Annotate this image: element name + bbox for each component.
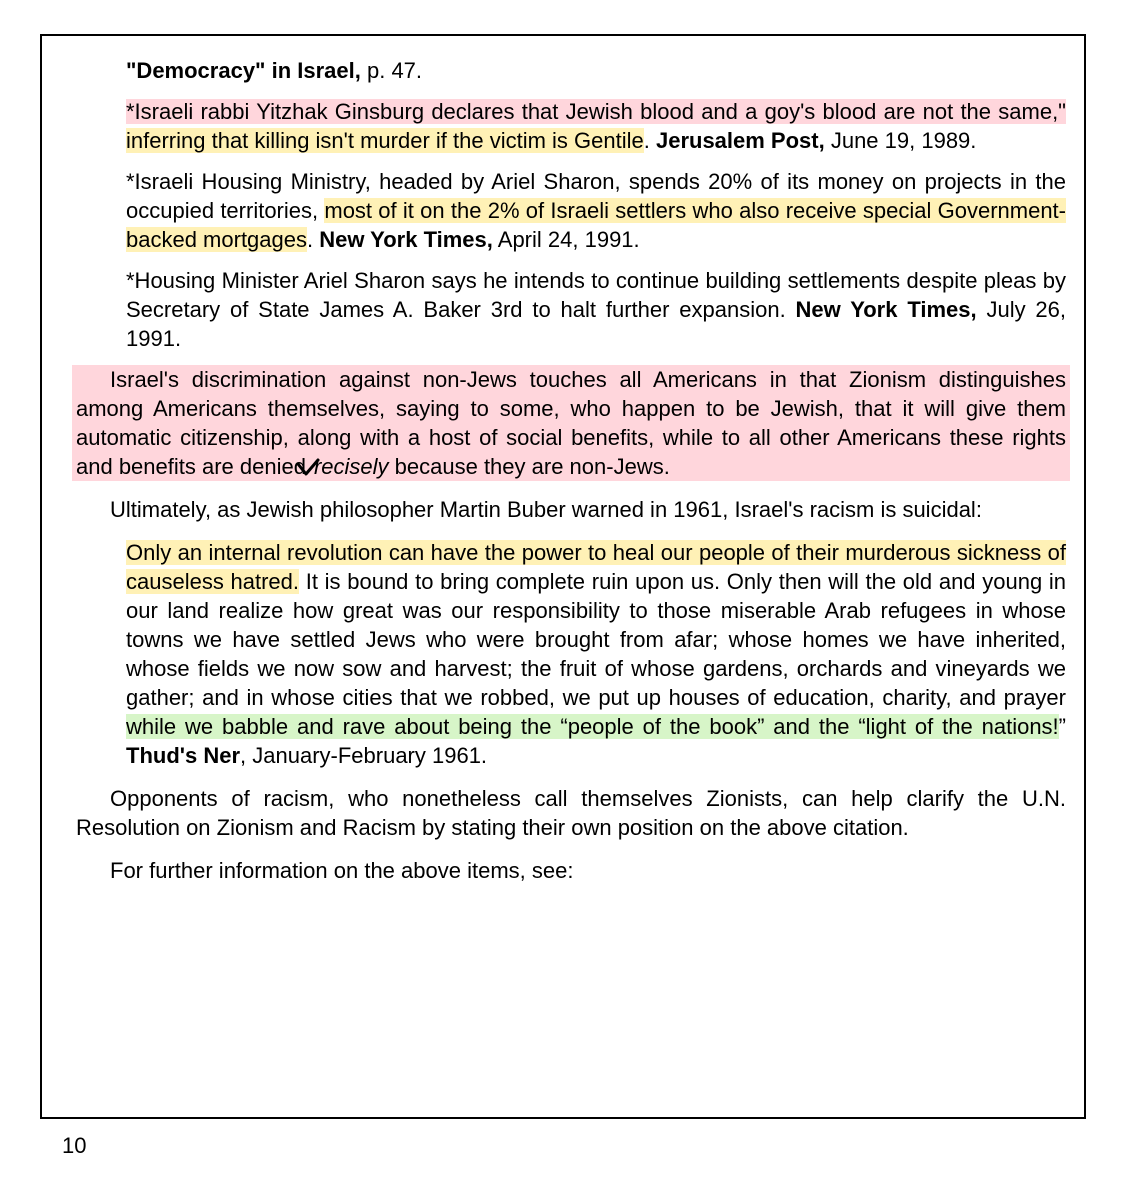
paragraph-discrimination bbox=[72, 365, 1070, 481]
highlight-yellow: most of it on the 2% of Israeli settlers who also receive special Government-backed mortgages bbox=[126, 198, 1066, 252]
highlight-yellow: Only an internal revolution can have the power to heal our people of their murderous sickness of causeless hatred. bbox=[126, 540, 1066, 594]
punctuation: . bbox=[643, 128, 656, 153]
citation-democracy bbox=[126, 56, 1066, 85]
item-text: *Israeli Housing Ministry, headed by Ariel Sharon, spends 20% of its money on projects in the occupied territories, bbox=[126, 169, 1066, 223]
paragraph-opponents: Opponents of racism, who nonetheless call themselves Zionists, can help clarify the U.N. Resolution on Zionism and Racism by stating their own position on the above citation. bbox=[76, 786, 1066, 840]
source-name: New York Times, bbox=[319, 227, 493, 252]
source-name: New York Times, bbox=[795, 297, 977, 322]
source-name: Jerusalem Post, bbox=[655, 128, 825, 153]
paragraph-further-info: For further information on the above items, see: bbox=[110, 858, 574, 883]
source-date: June 19, 1989. bbox=[824, 128, 977, 153]
paragraph-buber-intro: Ultimately, as Jewish philosopher Martin Buber warned in 1961, Israel's racism is suicidal: bbox=[110, 497, 982, 522]
citation-title: "Democracy" in Israel, bbox=[126, 58, 361, 83]
paragraph-text: Israel's discrimination against non-Jews touches all Americans in that Zionism distinguishes among Americans themselves, saying to some, who happen to be Jewish, that it will give them automatic citizenship, along with a host of social benefits, while to all other Americans these rights and benefits are denied bbox=[76, 367, 1066, 479]
page-content bbox=[76, 56, 1066, 885]
paragraph-text: because they are non-Jews. bbox=[388, 454, 670, 479]
source-date: April 24, 1991. bbox=[492, 227, 640, 252]
item-housing-minister bbox=[126, 266, 1066, 353]
punctuation: ” bbox=[1058, 714, 1066, 739]
source-name: Thud's Ner bbox=[126, 743, 241, 768]
quote-text: It is bound to bring complete ruin upon us. Only then will the old and young in our land realize how great was our responsibility to those miserable Arab refugees in whose towns we have settled Jews who were brought from afar; whose homes we have inherited, whose fields we now sow and harvest; the fruit of whose gardens, orchards and vineyards we gather; and in whose cities that we robbed, we put up houses of education, charity, and prayer bbox=[126, 569, 1067, 710]
punctuation: . bbox=[307, 227, 320, 252]
highlight-pink: *Israeli rabbi Yitzhak Ginsburg declares that Jewish blood and a goy's blood are not the same," bbox=[126, 99, 1066, 124]
source-date: July 26, 1991. bbox=[126, 297, 1067, 351]
page-number: 10 bbox=[62, 1133, 87, 1158]
quote-buber bbox=[126, 538, 1066, 770]
highlight-yellow: inferring that killing isn't murder if the victim is Gentile bbox=[126, 128, 644, 153]
item-text: *Housing Minister Ariel Sharon says he intends to continue building settlements despite pleas by Secretary of State James A. Baker 3rd to halt further expansion. bbox=[126, 268, 1066, 322]
source-date: , January-February 1961. bbox=[240, 743, 488, 768]
citation-page: p. 47. bbox=[360, 58, 423, 83]
highlight-green: while we babble and rave about being the “people of the book” and the “light of the nations! bbox=[126, 714, 1059, 739]
italic-word: recisely bbox=[313, 454, 389, 479]
item-ginsburg bbox=[126, 97, 1066, 155]
item-housing-ministry bbox=[126, 167, 1066, 254]
